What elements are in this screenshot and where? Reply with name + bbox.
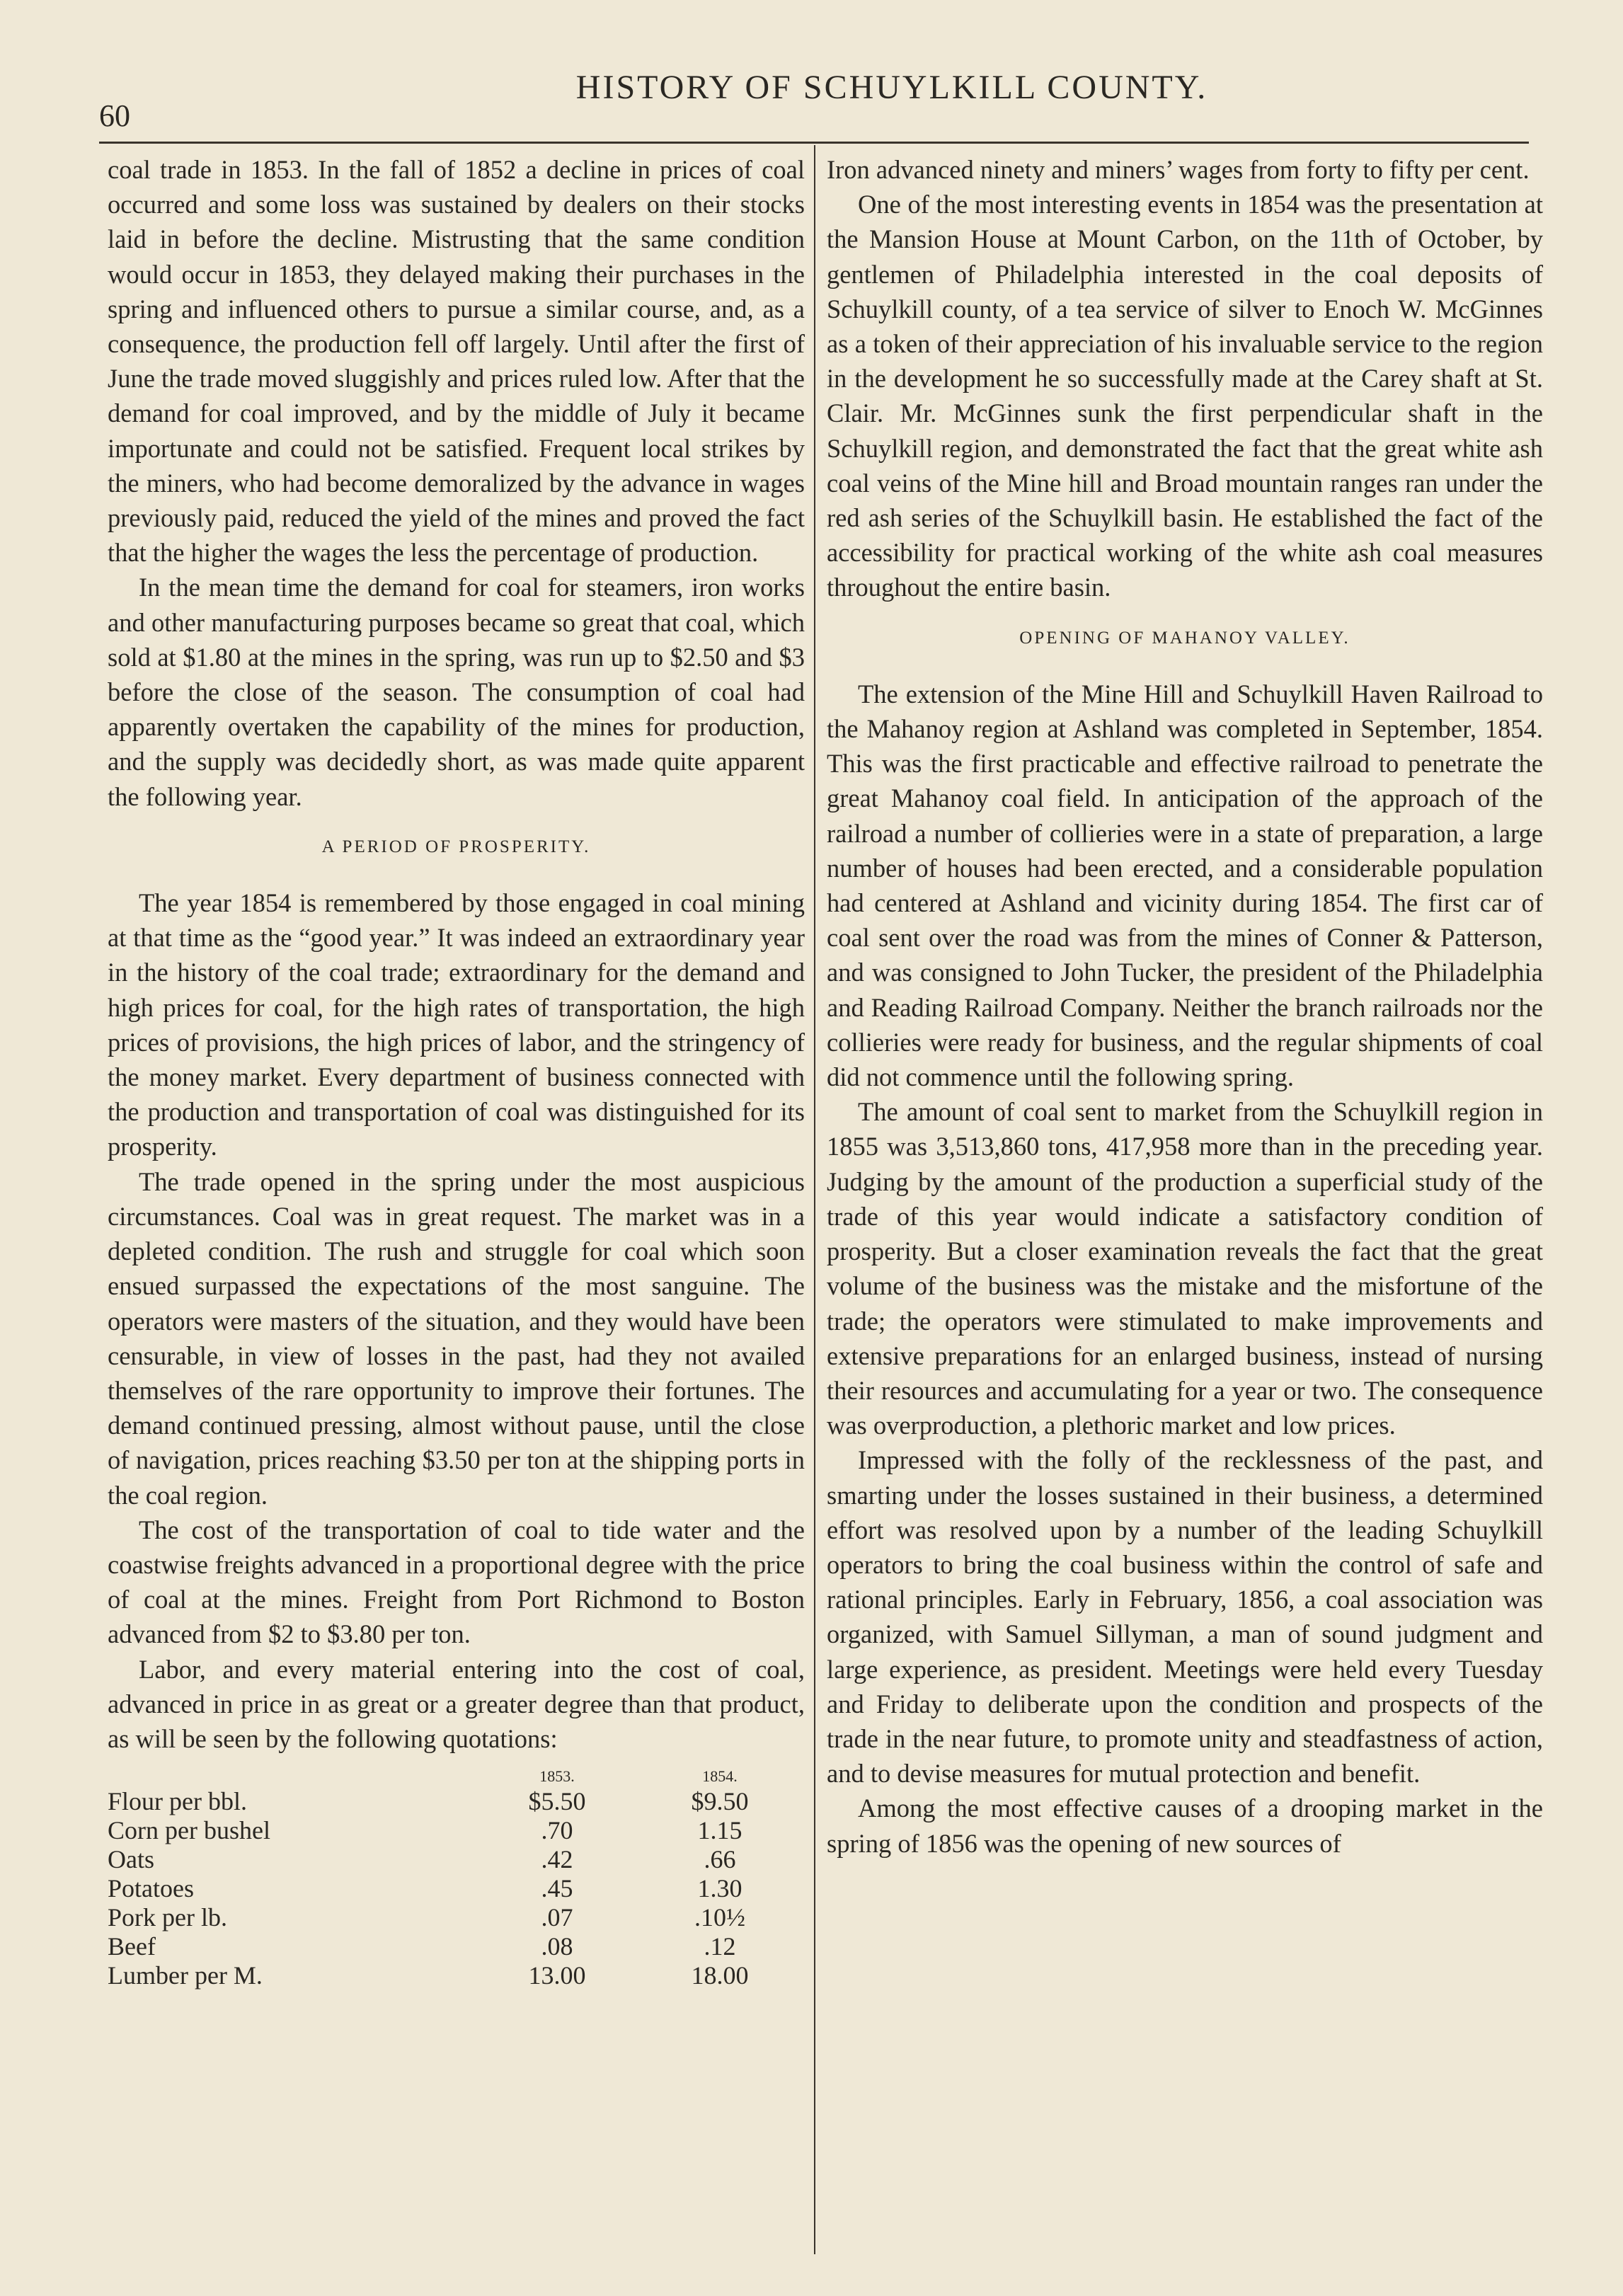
price-1854-cell: .66 — [704, 1845, 736, 1874]
item-cell: Corn per bushel — [108, 1816, 270, 1845]
paragraph: Labor, and every material entering into the cost of coal, advanced in price in as great or a greater degree than that product, as will be seen by the following quotations: — [108, 1654, 805, 1753]
item-cell: Potatoes — [108, 1874, 194, 1903]
table-row — [108, 1932, 801, 1961]
table-row — [108, 1845, 801, 1874]
item-cell: Oats — [108, 1845, 154, 1874]
paragraph: In the mean time the demand for coal for steamers, iron works and other manufacturing purposes became so great that coal, which sold at $1.80 at the mines in the spring, was run up to $2.50 and $3 before the close of the season. The consumption of coal had apparently overtaken the capability of the mines for production, and the supply was decidedly short, as was made quite apparent the following year. — [108, 573, 805, 811]
table-row — [108, 1816, 801, 1845]
page-number: 60 — [99, 98, 130, 133]
table-header-row — [108, 1766, 801, 1787]
paragraph: The year 1854 is remembered by those engaged in coal mining at that time as the “good year.” It was indeed an extraordinary year in the history of the coal trade; extraordinary for the demand and high prices for coal, for the high rates of transportation, the high prices of provisions, the high prices of labor, and the stringency of the money market. Every department of business connected with the production and transportation of coal was distinguished for its prosperity. — [108, 888, 805, 1161]
item-cell: Beef — [108, 1932, 156, 1961]
price-1854-cell: 18.00 — [691, 1961, 749, 1990]
table-row — [108, 1961, 801, 1990]
left-column — [108, 152, 805, 1990]
price-1853-cell: .08 — [541, 1932, 573, 1961]
price-1854-cell: $9.50 — [691, 1787, 749, 1816]
price-1854-cell: 1.15 — [697, 1816, 742, 1845]
paragraph: The cost of the transportation of coal to tide water and the coastwise freights advanced in a proportional degree with the price of coal at the mines. Freight from Port Richmond to Boston advanced from $2 to $3.80 per ton. — [108, 1515, 805, 1649]
right-column — [827, 152, 1543, 1861]
table-row — [108, 1874, 801, 1903]
paragraph: Iron advanced ninety and miners’ wages from forty to fifty per cent. — [827, 155, 1530, 184]
table-row — [108, 1903, 801, 1932]
price-1854-cell: .10½ — [694, 1903, 745, 1932]
section-heading: OPENING OF MAHANOY VALLEY. — [1019, 628, 1350, 648]
price-1853-cell: .42 — [541, 1845, 573, 1874]
price-1853-cell: 13.00 — [528, 1961, 586, 1990]
paragraph: Impressed with the folly of the recklessness of the past, and smarting under the losses sustained in their business, a determined effort was resolved upon by a number of the leading Schuylkill operators to bring the coal business within the control of safe and rational principles. Early in February, 1856, a coal association was organized, with Samuel Sillyman, a man of sound judgment and large experience, as president. Meetings were held every Tuesday and Friday to deliberate upon the condition and prospects of the trade in the near future, to promote unity and steadfastness of action, and to devise measures for mutual protection and benefit. — [827, 1445, 1543, 1789]
price-1853-cell: $5.50 — [528, 1787, 586, 1816]
paragraph: The trade opened in the spring under the most auspicious circumstances. Coal was in great request. The market was in a depleted condition. The rush and struggle for coal which soon ensued surpassed the expectations of the most sanguine. The operators were masters of the situation, and they would have been censurable, in view of losses in the past, had they not availed themselves of the rare opportunity to improve their fortunes. The demand continued pressing, almost without pause, until the close of navigation, prices reaching $3.50 per ton at the shipping ports in the coal region. — [108, 1166, 805, 1510]
table-header-item — [108, 1766, 476, 1787]
table-header-1854: 1854. — [702, 1767, 738, 1786]
price-1854-cell: .12 — [704, 1932, 736, 1961]
section-heading: A PERIOD OF PROSPERITY. — [321, 837, 591, 856]
item-cell: Pork per lb. — [108, 1903, 227, 1932]
table-row — [108, 1787, 801, 1816]
price-1853-cell: .45 — [541, 1874, 573, 1903]
item-cell: Lumber per M. — [108, 1961, 263, 1990]
paragraph: Among the most effective causes of a drooping market in the spring of 1856 was the opening of new sources of — [827, 1793, 1543, 1858]
item-cell: Flour per bbl. — [108, 1787, 247, 1816]
price-1854-cell: 1.30 — [697, 1874, 742, 1903]
price-1853-cell: .07 — [541, 1903, 573, 1932]
paragraph: The extension of the Mine Hill and Schuylkill Haven Railroad to the Mahanoy region at Ashland was completed in September, 1854. This was the first practicable and effective railroad to penetrate the great Mahanoy coal field. In anticipation of the approach of the railroad a number of collieries were in a state of preparation, a large number of houses had been erected, and a considerable population had centered at Ashland and vicinity during 1854. The first car of coal sent over the road was from the mines of Conner & Patterson, and was consigned to John Tucker, the president of the Philadelphia and Reading Railroad Company. Neither the branch railroads nor the collieries were ready for business, and the regular shipments of coal did not commence until the following spring. — [827, 679, 1543, 1092]
price-quotations-table — [108, 1766, 801, 1990]
paragraph: The amount of coal sent to market from the Schuylkill region in 1855 was 3,513,860 tons, 417,958 more than in the preceding year. Judging by the amount of the production a superficial study of the trade of this year would indicate a satisfactory condition of prosperity. But a closer examination reveals the fact that the great volume of the business was the mistake and the misfortune of the trade; the operators were stimulated to make improvements and extensive preparations for an enlarged business, instead of nursing their resources and accumulating for a year or two. The consequence was overproduction, a plethoric market and low prices. — [827, 1097, 1543, 1440]
paragraph: One of the most interesting events in 1854 was the presentation at the Mansion House at Mount Carbon, on the 11th of October, by gentlemen of Philadelphia interested in the coal deposits of Schuylkill county, of a tea service of silver to Enoch W. McGinnes as a token of their appreciation of his invaluable service to the region in the development he so successfully made at the Carey shaft at St. Clair. Mr. McGinnes sunk the first perpendicular shaft in the Schuylkill region, and demonstrated the fact that the great white ash coal veins of the Mine hill and Broad mountain ranges ran under the red ash series of the Schuylkill basin. He established the fact of the accessibility for practical working of the white ash coal measures throughout the entire basin. — [827, 190, 1543, 602]
paragraph: coal trade in 1853. In the fall of 1852 a decline in prices of coal occurred and some loss was sustained by dealers on their stocks laid in before the decline. Mistrusting that the same condition would occur in 1853, they delayed making their purchases in the spring and influenced others to pursue a similar course, and, as a consequence, the production fell off largely. Until after the first of June the trade moved sluggishly and prices ruled low. After that the demand for coal improved, and by the middle of July it became importunate and could not be satisfied. Frequent local strikes by the miners, who had become demoralized by the advance in wages previously paid, reduced the yield of the mines and proved the fact that the higher the wages the less the percentage of production. — [108, 155, 805, 568]
table-header-1853: 1853. — [539, 1767, 575, 1786]
price-1853-cell: .70 — [541, 1816, 573, 1845]
header-divider — [99, 142, 1529, 144]
column-divider — [814, 145, 815, 2254]
page-title: HISTORY OF SCHUYLKILL COUNTY. — [575, 69, 1208, 106]
